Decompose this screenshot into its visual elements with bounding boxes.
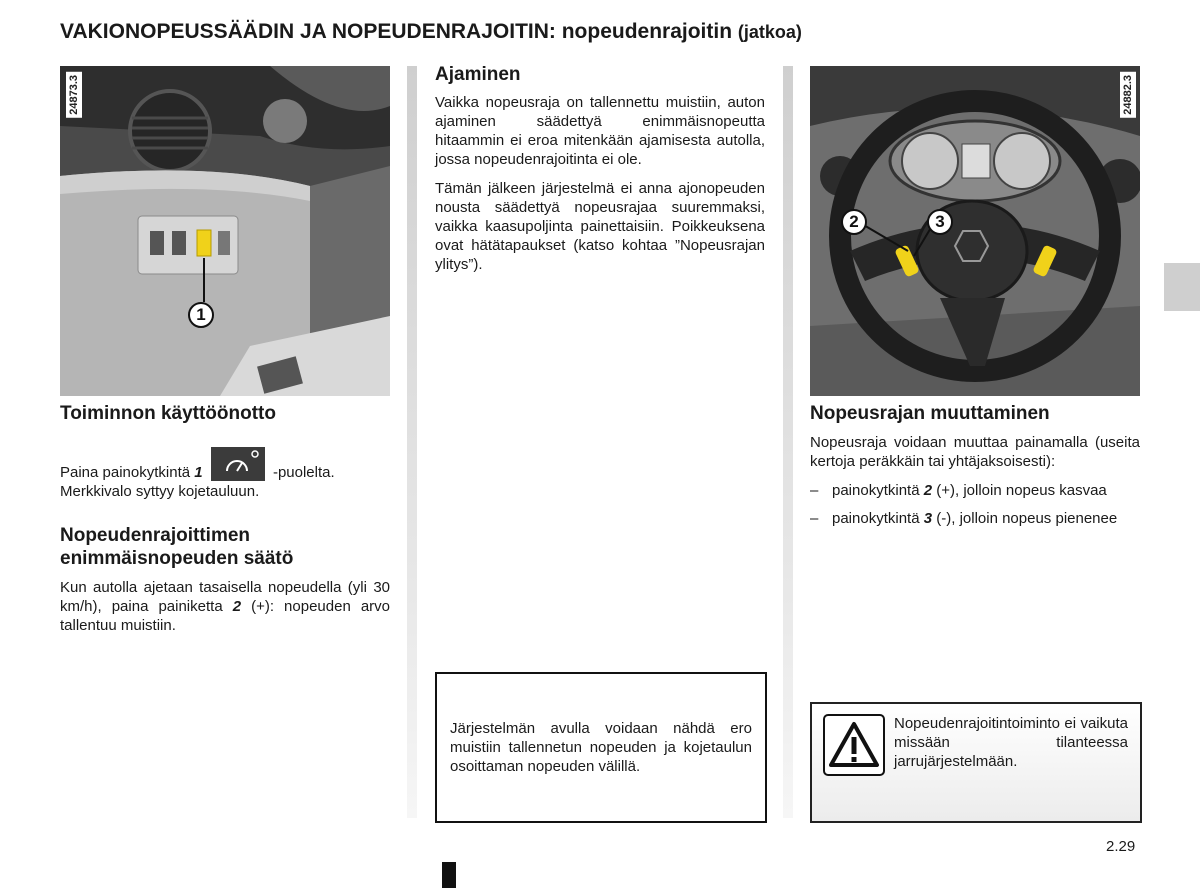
page-title-sub: (jatkoa) bbox=[737, 22, 802, 42]
driving-paragraph-2: Tämän jälkeen järjestelmä ei anna ajonopeuden nousta säädettyä nopeusrajaa suuremmaksi, vaikka kaasupoljinta painettaisiin. Poikkeuksena ovat hätätapaukset (katso kohtaa ”Nopeusrajan ylitys”). bbox=[435, 180, 765, 273]
bottom-marker bbox=[442, 862, 456, 888]
column-divider-right bbox=[783, 66, 793, 818]
list-item-increase bbox=[810, 481, 1140, 500]
dashboard-switch-illustration bbox=[60, 66, 390, 396]
activation-line2: Merkkivalo syttyy kojetauluun. bbox=[60, 483, 260, 500]
increase-text-after: (+), jolloin nopeus kasvaa bbox=[936, 482, 1107, 499]
callout-3: 3 bbox=[927, 209, 953, 235]
setting-paragraph bbox=[60, 578, 390, 635]
middle-column-text bbox=[435, 63, 765, 274]
section-tab bbox=[1164, 263, 1200, 311]
activation-paragraph bbox=[60, 447, 390, 501]
list-dash-1: – bbox=[810, 482, 819, 499]
heading-setting-line1: Nopeudenrajoittimen bbox=[60, 525, 251, 546]
changing-intro: Nopeusraja voidaan muuttaa painamalla (useita kertoja peräkkäin tai yhtäjaksoisesti): bbox=[810, 434, 1140, 470]
note-box bbox=[435, 672, 767, 823]
page-title-main: VAKIONOPEUSSÄÄDIN JA NOPEUDENRAJOITIN: nopeudenrajoitin bbox=[60, 20, 733, 43]
heading-changing: Nopeusrajan muuttaminen bbox=[810, 403, 1050, 424]
decrease-text-before: painokytkintä bbox=[832, 510, 920, 527]
warning-icon bbox=[823, 714, 885, 776]
list-dash-2: – bbox=[810, 510, 819, 527]
figure-dashboard-switch bbox=[60, 66, 390, 396]
callout-2: 2 bbox=[841, 209, 867, 235]
note-text: Järjestelmän avulla voidaan nähdä ero muistiin tallennetun nopeuden ja kojetaulun osoittaman nopeuden välillä. bbox=[450, 720, 752, 775]
activation-text-after: -puolelta. bbox=[272, 464, 335, 481]
driving-paragraph-1: Vaikka nopeusraja on tallennettu muistiin, auton ajaminen säädettyä enimmäisnopeutta hitaammin ei eroa mitenkään ajamisesta autolla, jossa nopeudenrajoitinta ei ole. bbox=[435, 94, 765, 168]
increase-text-before: painokytkintä bbox=[832, 482, 920, 499]
heading-setting bbox=[60, 524, 390, 570]
page-title bbox=[60, 20, 802, 44]
figure-code: 24873.3 bbox=[66, 72, 82, 118]
column-divider-left bbox=[407, 66, 417, 818]
heading-driving: Ajaminen bbox=[435, 64, 521, 85]
list-item-decrease bbox=[810, 509, 1140, 528]
right-column-text bbox=[810, 402, 1140, 528]
heading-setting-line2: enimmäisnopeuden säätö bbox=[60, 548, 294, 569]
left-column-text bbox=[60, 402, 390, 635]
figure-code-right: 24882.3 bbox=[1120, 72, 1136, 118]
heading-activation: Toiminnon käyttöönotto bbox=[60, 403, 276, 424]
activation-text-before: Paina painokytkintä bbox=[60, 464, 191, 481]
decrease-ref: 3 bbox=[923, 510, 933, 527]
figure-steering-wheel bbox=[810, 66, 1140, 396]
setting-text-after: (+): nopeuden arvo tallentuu muistiin. bbox=[60, 598, 391, 634]
callout-1: 1 bbox=[188, 302, 214, 328]
page-number: 2.29 bbox=[1106, 838, 1136, 855]
warning-text: Nopeudenrajoitintoiminto ei vaikuta missään tilanteessa jarrujärjestelmään. bbox=[894, 715, 1128, 770]
speed-limiter-icon bbox=[211, 447, 265, 481]
warning-box bbox=[810, 702, 1142, 823]
setting-text-before: Kun autolla ajetaan tasaisella nopeudella (yli 30 km/h), paina painiketta bbox=[60, 579, 390, 615]
activation-ref: 1 bbox=[194, 464, 203, 481]
setting-ref: 2 bbox=[232, 598, 242, 615]
decrease-text-after: (-), jolloin nopeus pienenee bbox=[936, 510, 1118, 527]
increase-ref: 2 bbox=[923, 482, 933, 499]
